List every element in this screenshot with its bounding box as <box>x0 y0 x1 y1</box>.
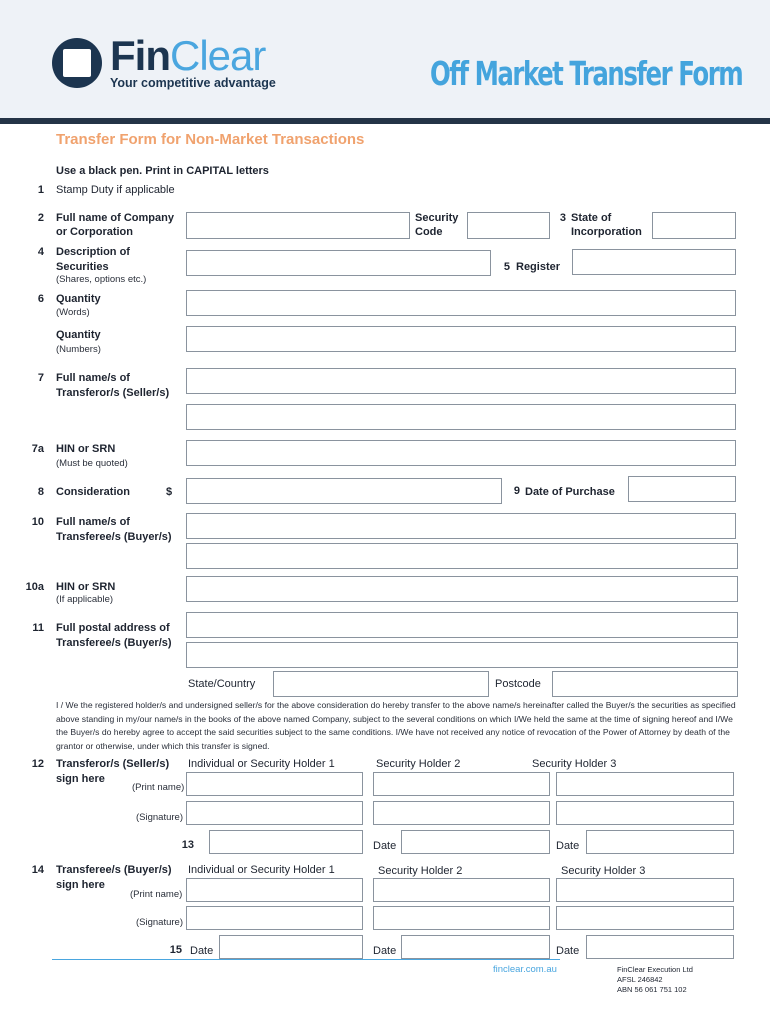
buyer-2-signature-field[interactable] <box>373 906 550 930</box>
q9-number: 9 <box>513 485 520 497</box>
seller-2-date-label: Date <box>373 840 397 852</box>
postal-address-label-2: Transferee/s (Buyer/s) <box>56 637 172 649</box>
seller-hin-field[interactable] <box>186 440 736 466</box>
seller-holder-3-label: Security Holder 3 <box>532 758 617 770</box>
seller-1-date-field[interactable] <box>209 830 363 854</box>
q7a-number: 7a <box>31 443 44 455</box>
q10a-number: 10a <box>25 581 44 593</box>
register-label: Register <box>516 261 561 273</box>
buyer-1-date-label: Date <box>190 945 214 957</box>
quantity-words-hint: (Words) <box>56 307 90 318</box>
company-name-label: Full name of Company <box>56 212 174 224</box>
form-title: Off Market Transfer Form <box>430 54 743 93</box>
buyer-1-print-name-field[interactable] <box>186 878 363 902</box>
purchase-date-label: Date of Purchase <box>525 486 615 498</box>
postcode-field[interactable] <box>552 671 738 697</box>
footer-divider <box>52 959 560 960</box>
buyer-signature-hint: (Signature) <box>136 917 183 928</box>
securities-description-label-2: Securities <box>56 261 109 273</box>
seller-hin-hint: (Must be quoted) <box>56 458 128 469</box>
q2-number: 2 <box>37 212 44 224</box>
buyer-holder-3-label: Security Holder 3 <box>561 865 646 877</box>
securities-description-field[interactable] <box>186 250 491 276</box>
instruction-text: Use a black pen. Print in CAPITAL letters <box>56 165 269 177</box>
transferor-name-label-2: Transferor/s (Seller/s) <box>56 387 170 399</box>
q14-number: 14 <box>31 864 44 876</box>
seller-holder-2-label: Security Holder 2 <box>376 758 461 770</box>
footer-company-name: FinClear Execution Ltd <box>617 965 693 974</box>
company-name-label-2: or Corporation <box>56 226 133 238</box>
company-name-field[interactable] <box>186 212 410 239</box>
buyer-3-date-label: Date <box>556 945 580 957</box>
buyer-3-date-field[interactable] <box>586 935 734 959</box>
seller-1-print-name-field[interactable] <box>186 772 363 796</box>
seller-sign-label: Transferor/s (Seller/s) <box>56 758 170 770</box>
seller-2-date-field[interactable] <box>401 830 550 854</box>
seller-3-date-label: Date <box>556 840 580 852</box>
buyer-2-date-field[interactable] <box>401 935 550 959</box>
postal-address-label: Full postal address of <box>56 622 170 634</box>
footer-company-details <box>617 965 693 995</box>
finclear-logo-wordmark <box>110 34 265 78</box>
postal-address-field-1[interactable] <box>186 612 738 638</box>
transferor-name-field-2[interactable] <box>186 404 736 430</box>
state-country-field[interactable] <box>273 671 489 697</box>
transferee-name-field-2[interactable] <box>186 543 738 569</box>
buyer-2-date-label: Date <box>373 945 397 957</box>
tagline: Your competitive advantage <box>110 76 276 90</box>
seller-print-name-hint: (Print name) <box>132 782 185 793</box>
quantity-numbers-hint: (Numbers) <box>56 344 101 355</box>
q11-number: 11 <box>32 622 44 634</box>
quantity-numbers-field[interactable] <box>186 326 736 352</box>
buyer-1-date-field[interactable] <box>219 935 363 959</box>
header-divider <box>0 118 770 124</box>
buyer-hin-field[interactable] <box>186 576 738 602</box>
quantity-words-field[interactable] <box>186 290 736 316</box>
seller-3-signature-field[interactable] <box>556 801 734 825</box>
buyer-2-print-name-field[interactable] <box>373 878 550 902</box>
buyer-sign-label: Transferee/s (Buyer/s) <box>56 864 172 876</box>
quantity-numbers-label: Quantity <box>56 329 101 341</box>
q4-number: 4 <box>37 246 44 258</box>
postcode-label: Postcode <box>495 678 541 690</box>
buyer-holder-2-label: Security Holder 2 <box>378 865 463 877</box>
q7-number: 7 <box>37 372 44 384</box>
q12-number: 12 <box>31 758 44 770</box>
buyer-print-name-hint: (Print name) <box>130 889 183 900</box>
logo-fin: Fin <box>110 32 170 79</box>
q6-number: 6 <box>37 293 44 305</box>
buyer-3-signature-field[interactable] <box>556 906 734 930</box>
form-subtitle: Transfer Form for Non-Market Transactions <box>56 131 365 148</box>
seller-2-signature-field[interactable] <box>373 801 550 825</box>
state-of-incorporation-label-2: Incorporation <box>571 226 642 238</box>
seller-hin-label: HIN or SRN <box>56 443 116 455</box>
q8-number: 8 <box>37 486 44 498</box>
q10-number: 10 <box>31 516 44 528</box>
q1-number: 1 <box>37 184 44 196</box>
q15-number: 15 <box>169 944 182 956</box>
transferee-name-label: Full name/s of <box>56 516 130 528</box>
buyer-hin-label: HIN or SRN <box>56 581 116 593</box>
finclear-logo-icon <box>52 38 102 88</box>
q5-number: 5 <box>503 261 510 273</box>
transferee-name-field-1[interactable] <box>186 513 736 539</box>
state-of-incorporation-field[interactable] <box>652 212 736 239</box>
buyer-hin-hint: (If applicable) <box>56 594 114 605</box>
register-field[interactable] <box>572 249 736 275</box>
stamp-duty-label: Stamp Duty if applicable <box>56 184 175 196</box>
seller-2-print-name-field[interactable] <box>373 772 550 796</box>
buyer-1-signature-field[interactable] <box>186 906 363 930</box>
currency-symbol: $ <box>166 486 173 498</box>
security-code-label-2: Code <box>415 226 443 238</box>
seller-signature-hint: (Signature) <box>136 812 183 823</box>
state-of-incorporation-label: State of <box>571 212 612 224</box>
consideration-label: Consideration <box>56 486 130 498</box>
seller-3-date-field[interactable] <box>586 830 734 854</box>
declaration-text: I / We the registered holder/s and undersigned seller/s for the above consideration do hereby transfer to the above name/s hereinafter called the Buyer/s the securities as specified above standing in my/our name/s in the books of the above named Company, subject to the several conditions on which I/We held the same at the time of signing hereof and I/We the Buyer/s do hereby agree to accept the said securities subject to the same conditions. I/We have not received any notice of revocation of the Power of Attorney by death of the grantor or otherwise, under which this transfer is signed. <box>56 700 736 751</box>
buyer-3-print-name-field[interactable] <box>556 878 734 902</box>
transferee-name-label-2: Transferee/s (Buyer/s) <box>56 531 172 543</box>
q3-number: 3 <box>559 212 566 224</box>
transferor-name-label: Full name/s of <box>56 372 130 384</box>
q13-number: 13 <box>181 839 194 851</box>
seller-sign-label-2: sign here <box>56 773 105 785</box>
quantity-words-label: Quantity <box>56 293 101 305</box>
buyer-sign-label-2: sign here <box>56 879 105 891</box>
state-country-label: State/Country <box>188 678 256 690</box>
securities-description-hint: (Shares, options etc.) <box>56 274 147 285</box>
seller-holder-1-label: Individual or Security Holder 1 <box>188 758 335 770</box>
seller-1-signature-field[interactable] <box>186 801 363 825</box>
footer-afsl: AFSL 246842 <box>617 975 663 984</box>
seller-3-print-name-field[interactable] <box>556 772 734 796</box>
purchase-date-field[interactable] <box>628 476 736 502</box>
consideration-field[interactable] <box>186 478 502 504</box>
security-code-label: Security <box>415 212 459 224</box>
logo-clear: Clear <box>169 32 266 79</box>
buyer-holder-1-label: Individual or Security Holder 1 <box>188 864 335 876</box>
footer-website-link[interactable]: finclear.com.au <box>493 964 557 975</box>
transferor-name-field-1[interactable] <box>186 368 736 394</box>
footer-abn: ABN 56 061 751 102 <box>617 985 687 994</box>
securities-description-label: Description of <box>56 246 130 258</box>
postal-address-field-2[interactable] <box>186 642 738 668</box>
